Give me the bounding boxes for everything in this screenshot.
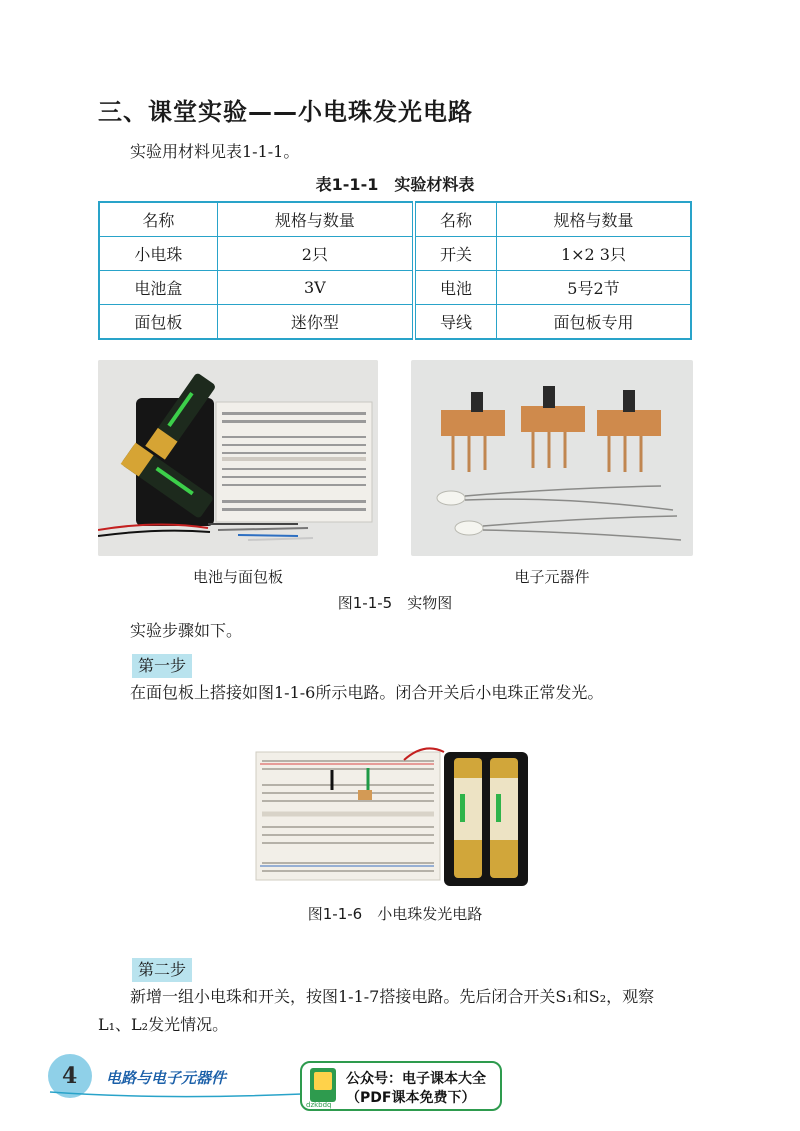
table-header: 规格与数量 [496,202,691,237]
table-cell: 面包板专用 [496,305,691,340]
table-cell: 2只 [217,237,414,271]
figure-caption: 图1-1-6 小电珠发光电路 [307,905,483,923]
step-text: L₁、L₂发光情况。 [98,1015,229,1034]
table-cell: 开关 [414,237,496,271]
circuit-photo [254,738,538,890]
badge-line-2: （PDF课本免费下） [346,1090,476,1106]
intro-text: 实验用材料见表1-1-1。 [130,142,300,161]
wechat-badge [300,1061,502,1111]
table-cell: 迷你型 [217,305,414,340]
photo-label-right: 电子元器件 [514,568,590,586]
table-header-row [99,202,691,237]
page-number: 4 [62,1063,78,1089]
step-tag: 第二步 [132,958,192,982]
table-header: 规格与数量 [217,202,414,237]
table-cell: 电池盒 [99,271,217,305]
table-row [99,305,691,340]
step-text: 在面包板上搭接如图1-1-6所示电路。闭合开关后小电珠正常发光。 [130,683,604,702]
badge-line-1: 公众号：电子课本大全 [346,1071,486,1087]
table-header: 名称 [414,202,496,237]
table-header: 名称 [99,202,217,237]
step-tag: 第一步 [132,654,192,678]
table-row [99,237,691,271]
table-cell: 导线 [414,305,496,340]
step-text: 新增一组小电珠和开关，按图1-1-7搭接电路。先后闭合开关S₁和S₂，观察 [130,987,655,1006]
section-title: 三、课堂实验——小电珠发光电路 [98,98,473,126]
table-cell: 面包板 [99,305,217,340]
badge-icon-text: dzkbdq [306,1101,332,1109]
table-cell: 小电珠 [99,237,217,271]
steps-intro: 实验步骤如下。 [130,621,243,640]
photo-label-left: 电池与面包板 [192,568,283,586]
table-cell: 电池 [414,271,496,305]
battery-breadboard-photo [98,360,378,556]
table-cell: 1×2 3只 [496,237,691,271]
chapter-title: 电路与电子元器件 [106,1069,227,1087]
materials-table [98,201,692,340]
table-row [99,271,691,305]
book-icon [310,1068,336,1102]
table-caption: 表1-1-1 实验材料表 [315,175,475,194]
table-cell: 5号2节 [496,271,691,305]
components-photo [411,360,693,556]
table-cell: 3V [217,271,414,305]
figure-caption: 图1-1-5 实物图 [337,594,453,612]
